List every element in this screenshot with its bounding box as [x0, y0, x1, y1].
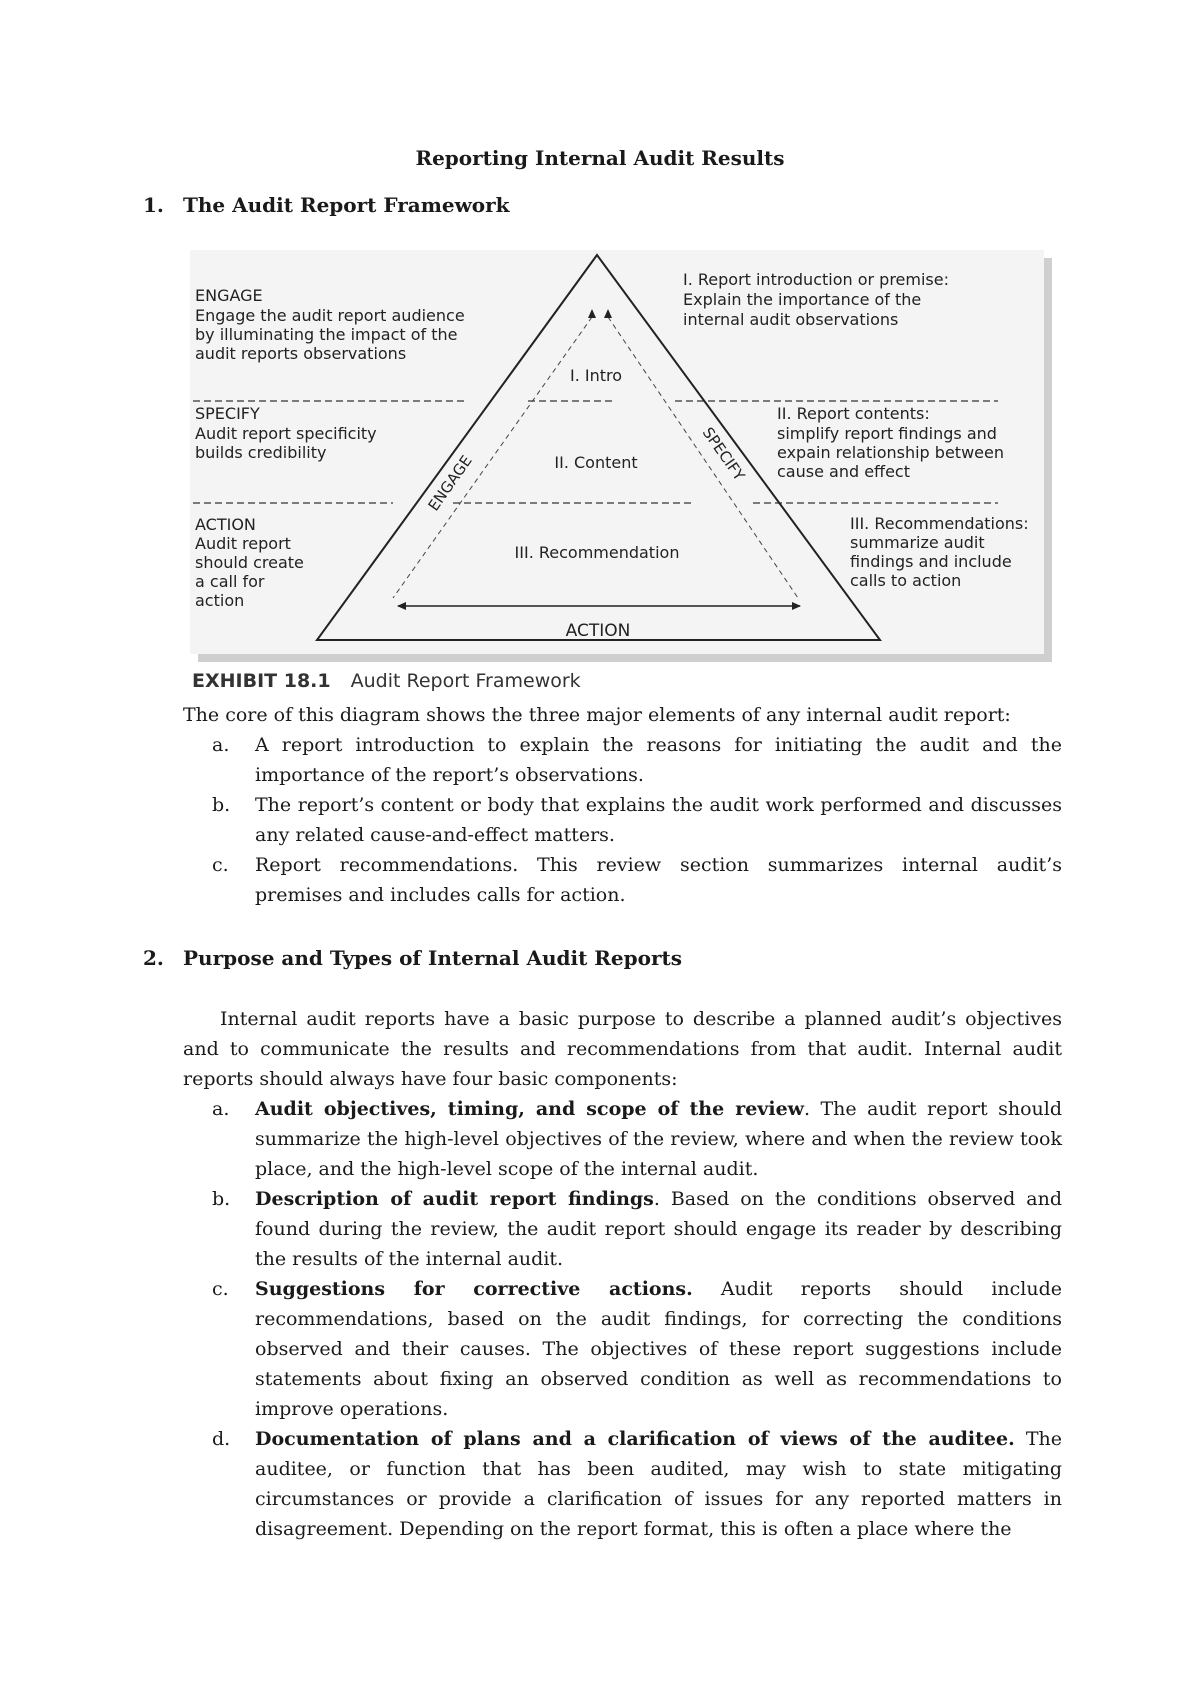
list-item-text: The auditee, or function that has been audited, may wish to state mitigating circumstances or provide a clarification of issues for any reported matters in disagreement. Depending on the report format, this is often a place where the [255, 1428, 1062, 1540]
list-item-label: a. [212, 734, 230, 756]
action-line-4: action [195, 591, 245, 610]
side-engage-label: ENGAGE [424, 452, 476, 515]
list-item-label: a. [212, 1098, 230, 1120]
list-item-bold: Suggestions for corrective actions. [255, 1278, 693, 1300]
list-item-text: . Based on the conditions observed and found during the review, the audit report should engage its reader by describing the results of the internal audit. [255, 1188, 1062, 1270]
engage-line-3: audit reports observations [195, 344, 407, 363]
tri-intro-label: I. Intro [569, 366, 623, 385]
section-1-heading [143, 193, 510, 217]
right3-line-1: III. Recommendations: [850, 514, 1029, 533]
list-item [212, 1184, 1062, 1274]
right2-line-2: simplify report findings and [777, 424, 997, 443]
list-item-text: The report’s content or body that explains the audit work performed and discusses any related cause-and-effect matters. [255, 794, 1062, 846]
figure-caption [192, 670, 581, 692]
list-item-bold: Description of audit report findings [255, 1188, 654, 1210]
section-1-number: 1. [143, 193, 164, 217]
report-components-list [212, 1094, 1062, 1544]
section-1-title: The Audit Report Framework [183, 193, 510, 217]
list-item [212, 730, 1062, 790]
section-2-number: 2. [143, 946, 164, 970]
list-item-bold: Documentation of plans and a clarification of views of the auditee. [255, 1428, 1015, 1450]
list-item-text: Audit reports should include recommendations, based on the audit findings, for correcting the conditions observed and their causes. The objectives of these report suggestions include statements about fixing an observed condition as well as recommendations to improve operations. [255, 1278, 1062, 1420]
list-item-text: A report introduction to explain the reasons for initiating the audit and the importance of the report’s observations. [255, 734, 1062, 786]
action-line-2: should create [195, 553, 304, 572]
list-item-text: Report recommendations. This review section summarizes internal audit’s premises and includes calls for action. [255, 854, 1062, 906]
list-item [212, 1424, 1062, 1544]
list-item-label: d. [212, 1428, 231, 1450]
list-item-bold: Audit objectives, timing, and scope of the review [255, 1098, 805, 1120]
tri-recommendation-label: III. Recommendation [514, 543, 680, 562]
engage-line-1: Engage the audit report audience [195, 306, 465, 325]
page-title: Reporting Internal Audit Results [415, 146, 785, 170]
right2-line-1: II. Report contents: [777, 404, 930, 423]
tri-content-label: II. Content [554, 453, 638, 472]
right1-line-1: I. Report introduction or premise: [683, 270, 949, 289]
specify-line-1: Audit report specificity [195, 424, 377, 443]
action-line-3: a call for [195, 572, 265, 591]
engage-title: ENGAGE [195, 286, 263, 305]
framework-elements-list [212, 730, 1062, 910]
list-item-label: c. [212, 854, 229, 876]
caption-text: Audit Report Framework [350, 670, 581, 692]
side-specify-label: SPECIFY [698, 423, 749, 485]
caption-exhibit: EXHIBIT 18.1 [192, 670, 331, 692]
list-item [212, 1094, 1062, 1184]
right1-line-3: internal audit observations [683, 310, 899, 329]
section-2-paragraph: Internal audit reports have a basic purpose to describe a planned audit’s objectives and to communicate the results and recommendations from that audit. Internal audit reports should always have four basic components: [183, 1008, 1062, 1090]
right3-line-3: findings and include [850, 552, 1012, 571]
audit-report-framework-diagram [190, 250, 1052, 662]
engage-line-2: by illuminating the impact of the [195, 325, 458, 344]
list-item [212, 850, 1062, 910]
base-action-label: ACTION [565, 621, 631, 641]
list-item [212, 1274, 1062, 1424]
list-item-text: . The audit report should summarize the high-level objectives of the review, where and when the review took place, and the high-level scope of the internal audit. [255, 1098, 1062, 1180]
diagram-intro-line: The core of this diagram shows the three major elements of any internal audit report: [183, 704, 1011, 726]
right2-line-4: cause and effect [777, 462, 910, 481]
specify-title: SPECIFY [195, 404, 260, 423]
list-item [212, 790, 1062, 850]
action-title: ACTION [195, 515, 256, 534]
specify-line-2: builds credibility [195, 443, 327, 462]
right3-line-2: summarize audit [850, 533, 985, 552]
list-item-label: c. [212, 1278, 229, 1300]
section-2-title: Purpose and Types of Internal Audit Reports [183, 946, 682, 970]
list-item-label: b. [212, 1188, 231, 1210]
right3-line-4: calls to action [850, 571, 962, 590]
right1-line-2: Explain the importance of the [683, 290, 922, 309]
section-2-heading [143, 946, 682, 970]
list-item-label: b. [212, 794, 231, 816]
action-line-1: Audit report [195, 534, 291, 553]
right2-line-3: expain relationship between [777, 443, 1004, 462]
